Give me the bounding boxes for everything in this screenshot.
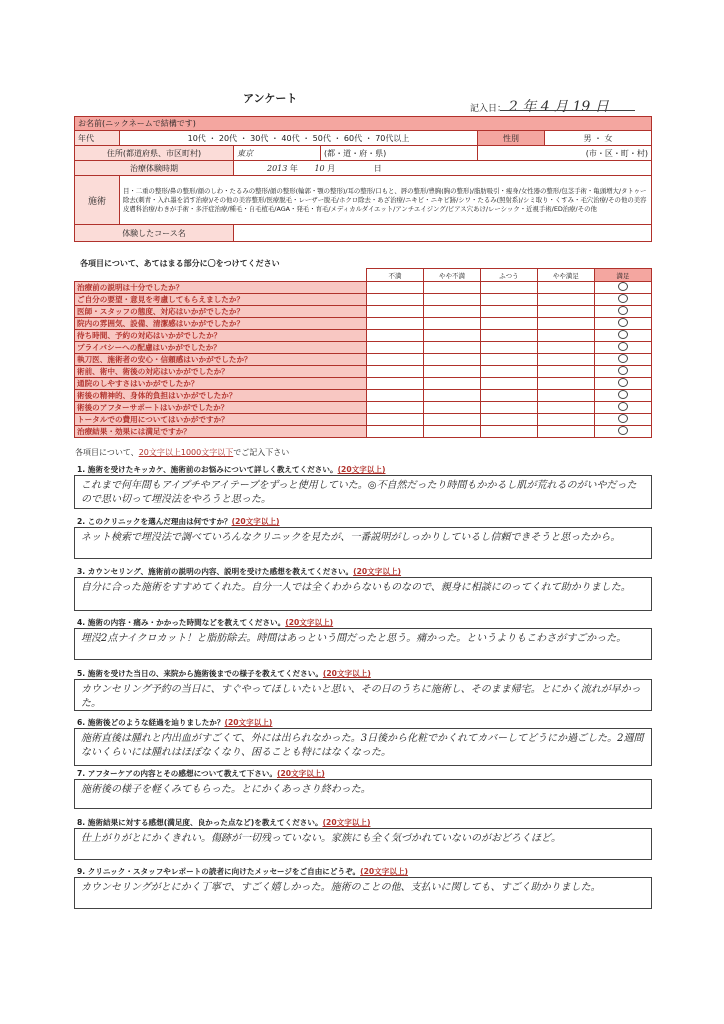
question-text: 5. 施術を受けた当日の、来院から施術後までの様子を教えてください。 — [77, 669, 323, 678]
question-text: 2. このクリニックを選んだ理由は何ですか？ — [77, 517, 232, 526]
rating-cell[interactable] — [424, 354, 481, 366]
entry-date-value: 2 年 4 月 19 日 — [508, 99, 609, 115]
rating-cell[interactable] — [367, 282, 424, 294]
rating-cell[interactable] — [480, 414, 537, 426]
rating-column-header: やや満足 — [537, 269, 594, 282]
rating-cell[interactable] — [424, 378, 481, 390]
rating-cell[interactable] — [594, 354, 651, 366]
rating-cell[interactable] — [537, 330, 594, 342]
question-requirement: (20文字以上) — [322, 818, 371, 827]
rating-row — [75, 402, 652, 414]
rating-row — [75, 390, 652, 402]
entry-date — [470, 96, 609, 116]
selected-circle-mark — [618, 282, 628, 291]
rating-cell[interactable] — [537, 390, 594, 402]
question-requirement: (20文字以上) — [322, 669, 371, 678]
rating-cell[interactable] — [480, 342, 537, 354]
rating-question: 術前、術中、術後の対応はいかがでしたか？ — [75, 366, 367, 378]
rating-cell[interactable] — [367, 354, 424, 366]
selected-circle-mark — [618, 330, 628, 339]
rating-cell[interactable] — [594, 402, 651, 414]
gender-options[interactable]: 男 ・ 女 — [545, 131, 652, 146]
rating-cell[interactable] — [594, 390, 651, 402]
gender-label: 性別 — [478, 131, 545, 146]
rating-cell[interactable] — [424, 294, 481, 306]
rating-question: 待ち時間、予約の対応はいかがでしたか？ — [75, 330, 367, 342]
answer-field[interactable]: カウンセリング予約の当日に、すぐやってほしいたいと思い、その日のうちに施術し、そのまま帰宅。とにかく流れが早かった。 — [74, 679, 652, 711]
rating-cell[interactable] — [424, 426, 481, 438]
rating-cell[interactable] — [594, 294, 651, 306]
rating-cell[interactable] — [537, 366, 594, 378]
question-requirement: (20文字以上) — [353, 567, 402, 576]
period-field[interactable] — [234, 161, 652, 176]
rating-cell[interactable] — [537, 378, 594, 390]
question-text: 8. 施術結果に対する感想(満足度、良かった点など)を教えてください。 — [77, 818, 323, 827]
question-requirement: (20文字以上) — [224, 718, 273, 727]
answer-field[interactable]: 自分に合った施術をすすめてくれた。自分一人では全くわからないものなので、親身に相談にのってくれて助かりました。 — [74, 577, 652, 611]
rating-cell[interactable] — [424, 366, 481, 378]
answer-field[interactable]: ネット検索で埋没法で調べていろんなクリニックを見たが、一番説明がしっかりしているし信頼できそうと思ったから。 — [74, 527, 652, 559]
rating-cell[interactable] — [424, 342, 481, 354]
rating-cell[interactable] — [594, 342, 651, 354]
question-label — [77, 668, 371, 679]
address-label: 住所(都道府県、市区町村) — [75, 146, 234, 161]
rating-cell[interactable] — [367, 414, 424, 426]
question-requirement: (20文字以上) — [276, 769, 325, 778]
question-label — [77, 566, 401, 577]
rating-cell[interactable] — [537, 354, 594, 366]
rating-question: トータルでの費用についてはいかがですか？ — [75, 414, 367, 426]
rating-cell[interactable] — [367, 342, 424, 354]
answer-field[interactable]: 埋没2点ナイクロカット！と脂肪除去。時間はあっという間だったと思う。痛かった。というよりもこわさがすごかった。 — [74, 628, 652, 660]
answer-field[interactable]: 施術直後は腫れと内出血がすごくて、外には出られなかった。3日後から化粧でかくれてカバーしてどうにか過ごした。2週間ないくらいには腫れはほぼなくなり、困ることも特にはなくなった。 — [74, 728, 652, 766]
question-label — [77, 617, 333, 628]
rating-row — [75, 426, 652, 438]
rating-cell[interactable] — [367, 426, 424, 438]
course-label: 体験したコース名 — [75, 225, 234, 242]
page-title: アンケート — [243, 92, 298, 105]
rating-cell[interactable] — [537, 402, 594, 414]
answer-field[interactable]: 施術後の様子を軽くみてもらった。とにかくあっさり終わった。 — [74, 779, 652, 809]
question-requirement: (20文字以上) — [231, 517, 280, 526]
question-label — [77, 817, 370, 828]
question-text: 6. 施術後どのような経過を辿りましたか？ — [77, 718, 225, 727]
treatment-label: 施術 — [75, 176, 120, 225]
rating-cell[interactable] — [367, 402, 424, 414]
question-label — [77, 516, 280, 527]
rating-column-header: やや不満 — [424, 269, 481, 282]
answer-field[interactable]: 仕上がりがとにかくきれい。傷跡が一切残っていない。家族にも全く気づかれていないのがおどろくほど。 — [74, 828, 652, 860]
rating-row — [75, 294, 652, 306]
question-requirement: (20文字以上) — [285, 618, 334, 627]
rating-row — [75, 318, 652, 330]
rating-cell[interactable] — [594, 282, 651, 294]
selected-circle-mark — [618, 342, 628, 351]
rating-cell[interactable] — [367, 378, 424, 390]
question-text: 1. 施術を受けたキッカケ、施術前のお悩みについて詳しく教えてください。 — [77, 465, 338, 474]
question-label — [77, 768, 325, 779]
rating-question: 執刀医、施術者の安心・信頼感はいかがでしたか？ — [75, 354, 367, 366]
age-options[interactable]: 10代 ・ 20代 ・ 30代 ・ 40代 ・ 50代 ・ 60代 ・ 70代以上 — [120, 131, 478, 146]
rating-column-header: 不満 — [367, 269, 424, 282]
question-requirement: (20文字以上) — [337, 465, 386, 474]
treatment-list[interactable]: 目・二重の整形/鼻の整形/顔のしわ・たるみの整形/顔の整形(輪郭・顎の整形)/耳の整形/口もと、唇の整形/豊胸(胸の整形)/脂肪吸引・痩身/女性器の整形/包茎手術・亀頭増大/タトゥー除去(刺青・入れ墨を消す治療)/その他の美容整形/医療脱毛・レーザー脱毛/ホクロ除去・あざ治療/ニキビ・ニキビ跡/シワ・たるみ(照射系)/シミ取り・くすみ・毛穴治療/その他の美容皮膚科治療/わきが手術・多汗症治療/種毛・自毛植毛/AGA・発毛・育毛/メディカルダイエット/アンチエイジング/ピアス穴あけ/レーシック・近視手術/ED治療/その他 — [120, 176, 652, 225]
rating-row — [75, 354, 652, 366]
rating-cell[interactable] — [537, 306, 594, 318]
rating-cell[interactable] — [594, 306, 651, 318]
rating-cell[interactable] — [594, 330, 651, 342]
rating-cell[interactable] — [480, 294, 537, 306]
question-requirement: (20文字以上) — [360, 867, 409, 876]
question-label — [77, 464, 385, 475]
city-suffix: (市・区・町・村) — [478, 146, 652, 161]
rating-cell[interactable] — [367, 294, 424, 306]
rating-cell[interactable] — [367, 306, 424, 318]
rating-question: 院内の雰囲気、設備、清潔感はいかがでしたか？ — [75, 318, 367, 330]
rating-question: 治療前の説明は十分でしたか？ — [75, 282, 367, 294]
rating-cell[interactable] — [537, 414, 594, 426]
selected-circle-mark — [618, 354, 628, 363]
rating-question: ご自分の要望・意見を考慮してもらえましたか？ — [75, 294, 367, 306]
rating-cell[interactable] — [480, 378, 537, 390]
rating-cell[interactable] — [367, 330, 424, 342]
rating-question: 通院のしやすさはいかがでしたか？ — [75, 378, 367, 390]
question-text: 4. 施術の内容・痛み・かかった時間などを教えてください。 — [77, 618, 286, 627]
question-text: 7. アフターケアの内容とその感想について教えて下さい。 — [77, 769, 277, 778]
selected-circle-mark — [618, 366, 628, 375]
rating-cell[interactable] — [480, 282, 537, 294]
text-caption-pre: 各項目について、 — [75, 448, 139, 457]
selected-circle-mark — [618, 294, 628, 303]
selected-circle-mark — [618, 306, 628, 315]
question-label — [77, 717, 272, 728]
rating-row — [75, 378, 652, 390]
question-label — [77, 866, 408, 877]
rating-header-blank — [75, 269, 367, 282]
rating-row — [75, 282, 652, 294]
rating-cell[interactable] — [424, 390, 481, 402]
text-caption-post: でご記入下さい — [233, 448, 290, 457]
info-table — [74, 116, 652, 242]
rating-question: 術後のアフターサポートはいかがでしたか？ — [75, 402, 367, 414]
rating-column-header: ふつう — [480, 269, 537, 282]
selected-circle-mark — [618, 390, 628, 399]
rating-cell[interactable] — [480, 318, 537, 330]
rating-cell[interactable] — [480, 306, 537, 318]
day-unit: 日 — [373, 163, 382, 173]
rating-cell[interactable] — [367, 318, 424, 330]
question-text: 9. クリニック・スタッフやレポートの読者に向けたメッセージをご自由にどうぞ。 — [77, 867, 361, 876]
rating-row — [75, 414, 652, 426]
rating-cell[interactable] — [480, 366, 537, 378]
year-unit: 年 — [289, 163, 298, 173]
rating-caption: 各項目について、あてはまる部分に〇をつけてください — [80, 259, 280, 268]
rating-cell[interactable] — [537, 342, 594, 354]
rating-cell[interactable] — [594, 378, 651, 390]
rating-cell[interactable] — [537, 318, 594, 330]
rating-cell[interactable] — [424, 330, 481, 342]
age-label: 年代 — [75, 131, 120, 146]
rating-cell[interactable] — [480, 354, 537, 366]
selected-circle-mark — [618, 402, 628, 411]
rating-cell[interactable] — [594, 366, 651, 378]
answer-field[interactable]: これまで何年間もアイプチやアイテープをずっと使用していた。◎不自然だったり時間もかかるし肌が荒れるのがいやだったので思い切って埋没法をやろうと思った。 — [74, 475, 652, 509]
rating-cell[interactable] — [537, 294, 594, 306]
rating-cell[interactable] — [424, 318, 481, 330]
rating-question: プライバシーへの配慮はいかがでしたか？ — [75, 342, 367, 354]
rating-cell[interactable] — [480, 330, 537, 342]
rating-question: 術後の精神的、身体的負担はいかがでしたか？ — [75, 390, 367, 402]
rating-cell[interactable] — [537, 282, 594, 294]
rating-cell[interactable] — [480, 402, 537, 414]
rating-cell[interactable] — [367, 390, 424, 402]
period-month: 10 — [314, 163, 325, 173]
rating-row — [75, 342, 652, 354]
rating-cell[interactable] — [480, 426, 537, 438]
period-year: 2013 — [267, 163, 288, 173]
rating-row — [75, 330, 652, 342]
rating-cell[interactable] — [424, 402, 481, 414]
rating-table — [74, 268, 652, 438]
prefecture-suffix: (都・道・府・県) — [321, 146, 478, 161]
month-unit: 月 — [327, 163, 336, 173]
address-value[interactable]: 東京 — [234, 146, 321, 161]
rating-cell[interactable] — [424, 282, 481, 294]
rating-cell[interactable] — [537, 426, 594, 438]
rating-column-header: 満足 — [594, 269, 651, 282]
rating-cell[interactable] — [367, 366, 424, 378]
selected-circle-mark — [618, 318, 628, 327]
course-value[interactable] — [234, 225, 652, 242]
period-label: 治療体験時期 — [75, 161, 234, 176]
selected-circle-mark — [618, 426, 628, 435]
name-label: お名前(ニックネームで結構です) — [75, 117, 652, 131]
text-section-caption — [75, 447, 289, 458]
rating-cell[interactable] — [594, 426, 651, 438]
rating-row — [75, 366, 652, 378]
answer-field[interactable]: カウンセリングがとにかく丁寧で、すごく嬉しかった。施術のことの他、支払いに関しても、すごく助かりました。 — [74, 877, 652, 909]
question-text: 3. カウンセリング、施術前の説明の内容、説明を受けた感想を教えてください。 — [77, 567, 354, 576]
selected-circle-mark — [618, 414, 628, 423]
rating-question: 治療結果・効果には満足ですか？ — [75, 426, 367, 438]
selected-circle-mark — [618, 378, 628, 387]
rating-row — [75, 306, 652, 318]
rating-cell[interactable] — [480, 390, 537, 402]
entry-date-underline — [500, 110, 635, 111]
entry-date-label: 記入日： — [470, 104, 507, 114]
text-caption-limit: 20文字以上1000文字以下 — [138, 448, 234, 457]
rating-cell[interactable] — [424, 414, 481, 426]
rating-cell[interactable] — [594, 318, 651, 330]
rating-cell[interactable] — [424, 306, 481, 318]
rating-cell[interactable] — [594, 414, 651, 426]
rating-question: 医師・スタッフの態度、対応はいかがでしたか？ — [75, 306, 367, 318]
